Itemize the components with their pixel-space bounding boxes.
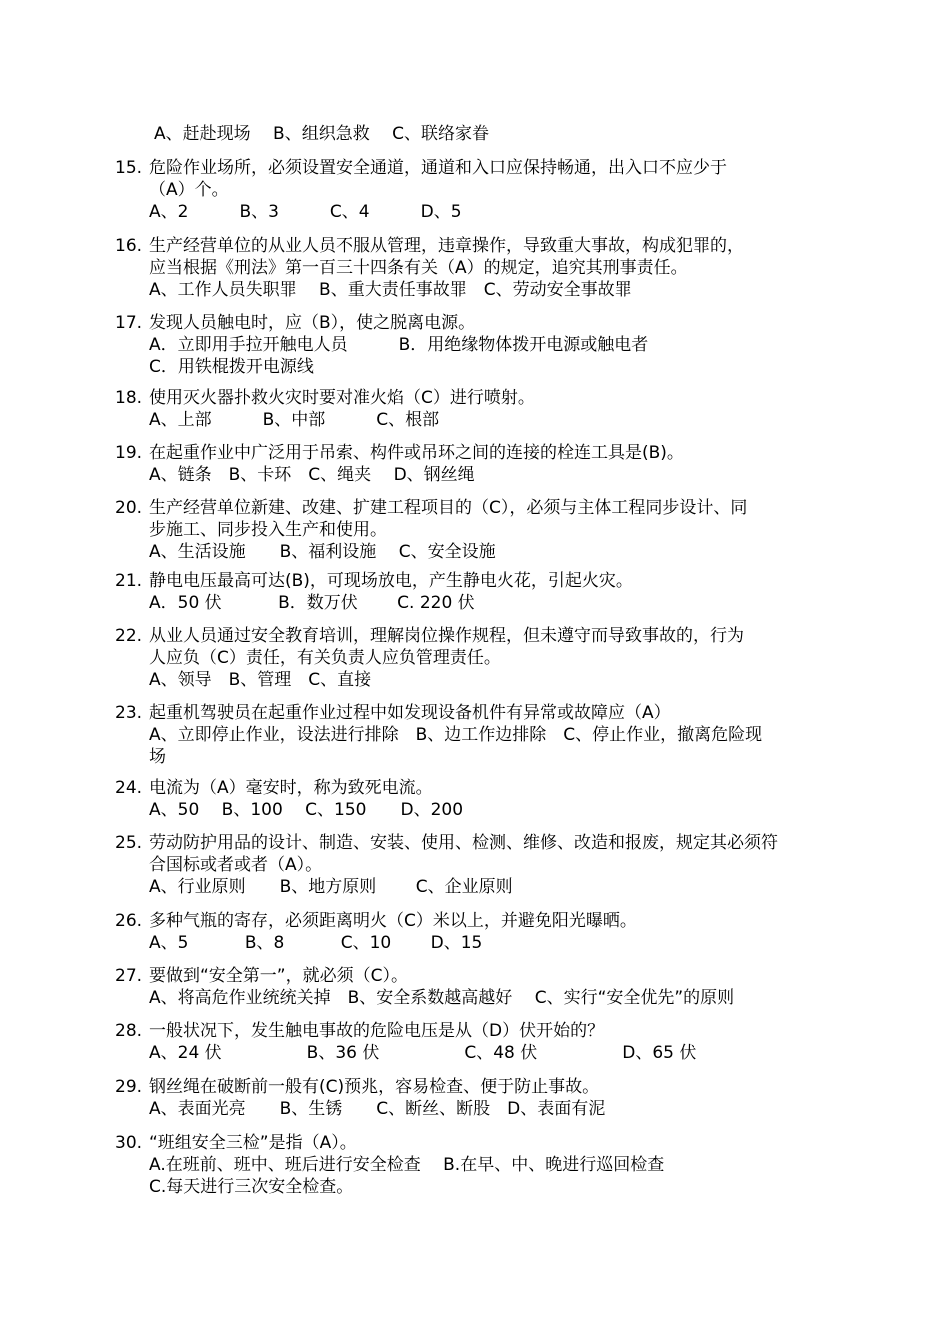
question-text: 起重机驾驶员在起重作业过程中如发现设备机件有异常或故障应（A）: [149, 703, 671, 723]
question-text: 合国标或者或者（A）。: [149, 855, 323, 875]
question-number: 25.: [115, 833, 143, 853]
question-number: 20.: [115, 498, 143, 518]
question-number: 21.: [115, 571, 143, 591]
question-number: 23.: [115, 703, 143, 723]
question-text: 危险作业场所，必须设置安全通道，通道和入口应保持畅通，出入口不应少于: [149, 158, 727, 178]
answer-options: A、表面光亮 B、生锈 C、断丝、断股 D、表面有泥: [149, 1099, 606, 1119]
question-text: 劳动防护用品的设计、制造、安装、使用、检测、维修、改造和报废，规定其必须符: [149, 833, 778, 853]
answer-options: A、上部 B、中部 C、根部: [149, 410, 440, 430]
answer-options: 场: [149, 747, 166, 767]
question-number: 19.: [115, 443, 143, 463]
question-text: 发现人员触电时，应（B），使之脱离电源。: [149, 313, 476, 333]
answer-options: A、生活设施 B、福利设施 C、安全设施: [149, 542, 496, 562]
answer-options: A、将高危作业统统关掉 B、安全系数越高越好 C、实行“安全优先”的原则: [149, 988, 735, 1008]
intro-options: A、赶赴现场 B、组织急救 C、联络家眷: [154, 124, 489, 144]
question-text: 生产经营单位的从业人员不服从管理，违章操作，导致重大事故，构成犯罪的，: [149, 236, 744, 256]
question-text: 电流为（A）毫安时，称为致死电流。: [149, 778, 433, 798]
question-text: 在起重作业中广泛用于吊索、构件或吊环之间的连接的栓连工具是(B)。: [149, 443, 684, 463]
question-text: 步施工、同步投入生产和使用。: [149, 520, 387, 540]
question-text: 从业人员通过安全教育培训，理解岗位操作规程，但未遵守而导致事故的，行为: [149, 626, 744, 646]
question-number: 30.: [115, 1133, 143, 1153]
answer-options: A、链条 B、卡环 C、绳夹 D、钢丝绳: [149, 465, 475, 485]
question-text: 要做到“安全第一”，就必须（C）。: [149, 966, 408, 986]
answer-options: A、5 B、8 C、10 D、15: [149, 933, 483, 953]
question-number: 24.: [115, 778, 143, 798]
question-number: 27.: [115, 966, 143, 986]
question-text: 钢丝绳在破断前一般有(C)预兆，容易检查、便于防止事故。: [149, 1077, 600, 1097]
answer-options: A、工作人员失职罪 B、重大责任事故罪 C、劳动安全事故罪: [149, 280, 632, 300]
answer-options: A、行业原则 B、地方原则 C、企业原则: [149, 877, 513, 897]
question-number: 16.: [115, 236, 143, 256]
question-text: 应当根据《刑法》第一百三十四条有关（A）的规定，追究其刑事责任。: [149, 258, 688, 278]
answer-options: A、立即停止作业，设法进行排除 B、边工作边排除 C、停止作业，撤离危险现: [149, 725, 763, 745]
question-number: 17.: [115, 313, 143, 333]
question-number: 15.: [115, 158, 143, 178]
answer-options: A、24 伏 B、36 伏 C、48 伏 D、65 伏: [149, 1043, 697, 1063]
answer-options: A、50 B、100 C、150 D、200: [149, 800, 464, 820]
answer-options: A．立即用手拉开触电人员 B．用绝缘物体拨开电源或触电者: [149, 335, 649, 355]
question-number: 29.: [115, 1077, 143, 1097]
answer-options: C.每天进行三次安全检查。: [149, 1177, 354, 1197]
question-text: 人应负（C）责任，有关负责人应负管理责任。: [149, 648, 501, 668]
question-number: 22.: [115, 626, 143, 646]
question-number: 26.: [115, 911, 143, 931]
question-text: 多种气瓶的寄存，必须距离明火（C）米以上，并避免阳光曝晒。: [149, 911, 637, 931]
question-text: 静电电压最高可达(B)，可现场放电，产生静电火花，引起火灾。: [149, 571, 633, 591]
question-text: 生产经营单位新建、改建、扩建工程项目的（C），必须与主体工程同步设计、同: [149, 498, 748, 518]
answer-options: A、领导 B、管理 C、直接: [149, 670, 372, 690]
question-text: （A）个。: [149, 180, 229, 200]
question-number: 28.: [115, 1021, 143, 1041]
question-text: 一般状况下，发生触电事故的危险电压是从（D）伏开始的？: [149, 1021, 605, 1041]
question-number: 18.: [115, 388, 143, 408]
answer-options: C．用铁棍拨开电源线: [149, 357, 314, 377]
answer-options: A．50 伏 B．数万伏 C. 220 伏: [149, 593, 475, 613]
answer-options: A、2 B、3 C、4 D、5: [149, 202, 462, 222]
answer-options: A.在班前、班中、班后进行安全检查 B.在早、中、晚进行巡回检查: [149, 1155, 665, 1175]
question-text: “班组安全三检”是指（A）。: [149, 1133, 357, 1153]
question-text: 使用灭火器扑救火灾时要对准火焰（C）进行喷射。: [149, 388, 535, 408]
